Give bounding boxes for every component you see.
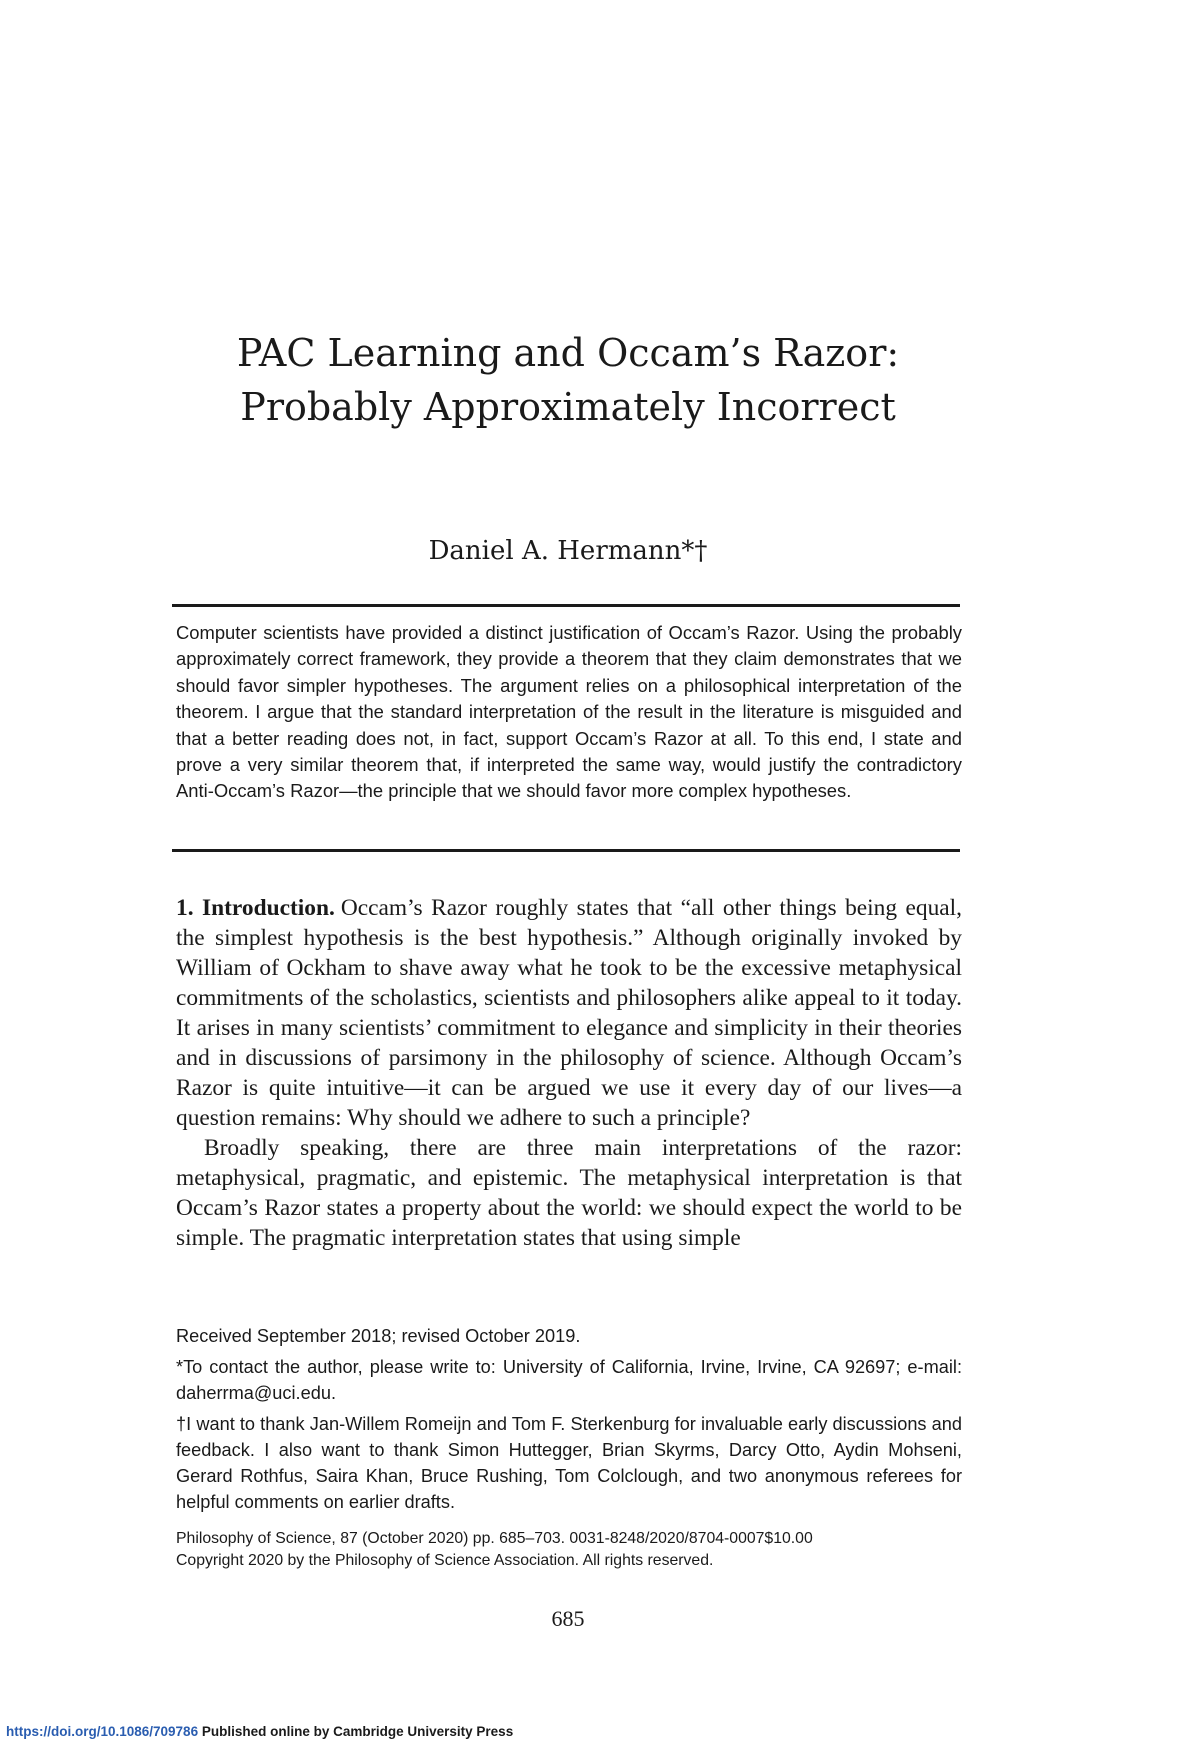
- doi-link[interactable]: https://doi.org/10.1086/709786: [6, 1724, 199, 1739]
- contact-footnote: *To contact the author, please write to: University of California, Irvine, Irvine, CA 92697; e-mail: daherrma@uci.edu.: [176, 1357, 962, 1403]
- copyright-notice: Copyright 2020 by the Philosophy of Science Association. All rights reserved.: [176, 1552, 714, 1569]
- page-number: 685: [551, 1606, 585, 1631]
- publisher-note: Published online by Cambridge University Press: [201, 1724, 514, 1739]
- journal-citation: Philosophy of Science, 87 (October 2020) pp. 685–703. 0031-8248/2020/8704-0007$10.00: [176, 1530, 813, 1547]
- paper-title: [0, 326, 1136, 434]
- body-text: [176, 893, 962, 1253]
- acknowledgments-footnote: †I want to thank Jan-Willem Romeijn and Tom F. Sterkenburg for invaluable early discussions and feedback. I also want to thank Simon Huttegger, Brian Skyrms, Darcy Otto, Aydin Mohseni, Gerard Rothfus, Saira Khan, Bruce Rushing, Tom Colclough, and two anonymous referees for helpful comments on earlier drafts.: [176, 1414, 962, 1512]
- abstract-top-rule: [172, 604, 960, 607]
- title-line-2: Probably Approximately Incorrect: [240, 385, 896, 429]
- intro-paragraph-1-text: Occam’s Razor roughly states that “all other things being equal, the simplest hypothesis is the best hypothesis.” Although originally invoked by William of Ockham to shave away what he took to be the excessive metaphysical commitments of the scholastics, scientists and philosophers alike appeal to it today. It arises in many scientists’ commitment to elegance and simplicity in their theories and in discussions of parsimony in the philosophy of science. Although Occam’s Razor is quite intuitive—it can be argued we use it every day of our lives—a question remains: Why should we adhere to such a principle?: [176, 895, 963, 1131]
- intro-paragraph-1: [176, 893, 962, 1133]
- section-heading: 1. Introduction.: [176, 895, 335, 921]
- journal-info: [176, 1528, 962, 1572]
- footer-bar: [6, 1724, 513, 1739]
- footnotes: [176, 1323, 962, 1520]
- abstract-bottom-rule: [172, 849, 960, 852]
- abstract: Computer scientists have provided a distinct justification of Occam’s Razor. Using the probably approximately correct framework, they provide a theorem that they claim demonstrates that we should favor simpler hypotheses. The argument relies on a philosophical interpretation of the theorem. I argue that the standard interpretation of the result in the literature is misguided and that a better reading does not, in fact, support Occam’s Razor at all. To this end, I state and prove a very similar theorem that, if interpreted the same way, would justify the contradictory Anti-Occam’s Razor—the principle that we should favor more complex hypotheses.: [176, 622, 962, 802]
- title-line-1: PAC Learning and Occam’s Razor:: [236, 331, 900, 375]
- author-name: Daniel A. Hermann*†: [428, 536, 708, 566]
- received-note: Received September 2018; revised October 2019.: [176, 1326, 581, 1346]
- intro-paragraph-2: Broadly speaking, there are three main interpretations of the razor: metaphysical, pragmatic, and epistemic. The metaphysical interpretation is that Occam’s Razor states a property about the world: we should expect the world to be simple. The pragmatic interpretation states that using simple: [176, 1135, 962, 1251]
